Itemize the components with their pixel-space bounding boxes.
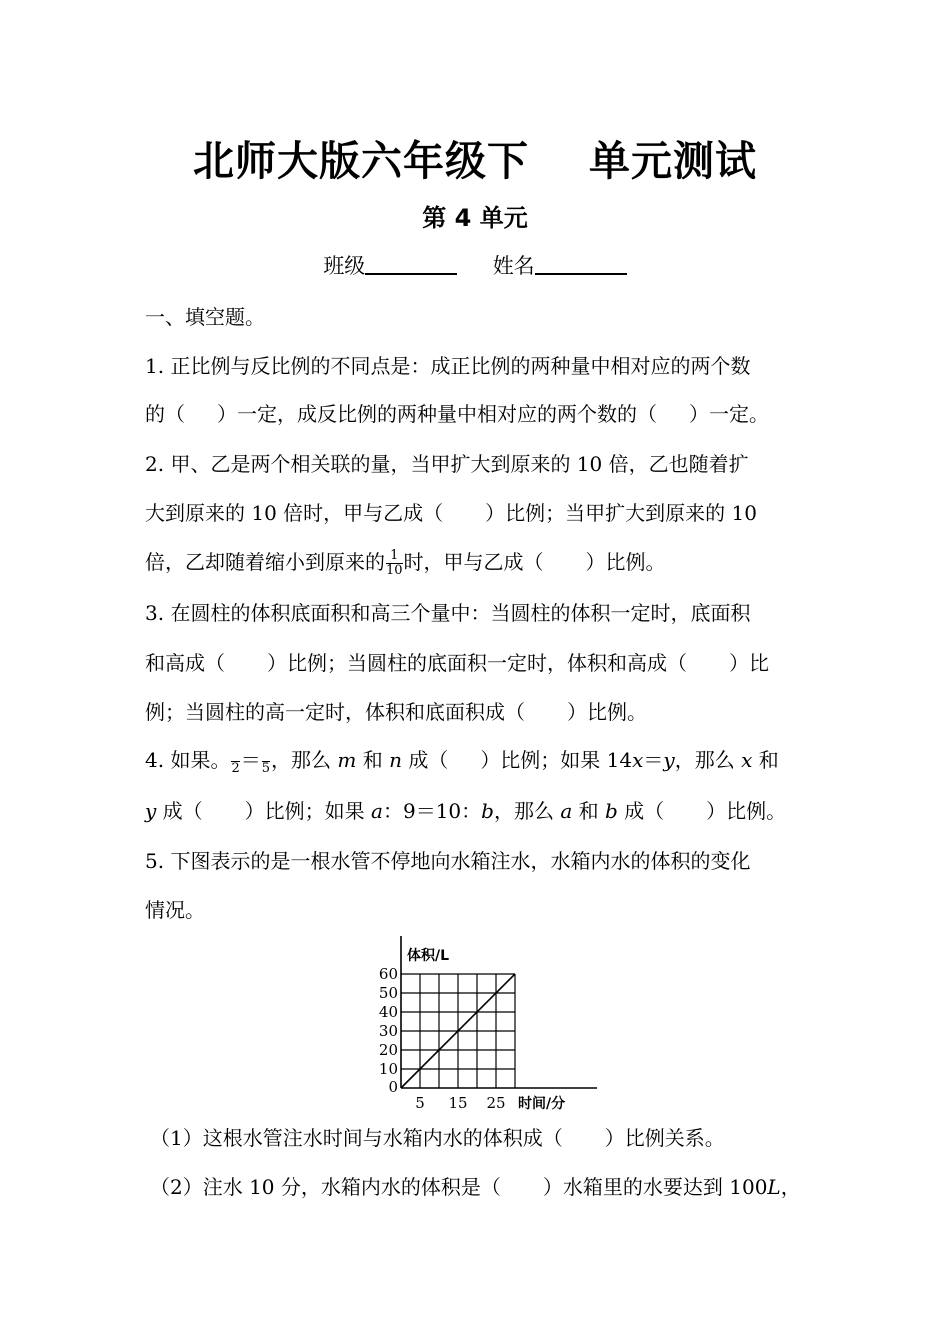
title-right: 单元测试	[589, 137, 757, 185]
title-left: 北师大版六年级下	[193, 137, 529, 185]
page-title	[0, 128, 950, 187]
q3-line1: 3. 在圆柱的体积底面积和高三个量中：当圆柱的体积一定时，底面积	[145, 601, 751, 625]
q5-line2: 情况。	[145, 898, 205, 922]
y-tick-label: 20	[378, 1041, 398, 1059]
q3-line3: 例；当圆柱的高一定时，体积和底面积成（ ）比例。	[145, 700, 647, 724]
q2-line3: 倍，乙却随着缩小到原来的 $\frac{1}{10}$ 时，甲与乙成（ ）比例。	[145, 548, 666, 578]
x-tick-label: 15	[448, 1094, 468, 1112]
section-heading: 一、填空题。	[145, 305, 265, 329]
q4-line2: y 成（ ）比例；如果 a：9＝10：b，那么 a 和 b 成（ ）比例。	[145, 799, 787, 823]
y-axis-label: 体积/L	[407, 948, 450, 964]
y-tick-label: 50	[378, 984, 398, 1002]
q5-sub2: （2）注水 10 分，水箱内水的体积是（ ）水箱里的水要达到 100L，	[150, 1175, 801, 1199]
q2-line2: 大到原来的 10 倍时，甲与乙成（ ）比例；当甲扩大到原来的 10	[145, 501, 757, 525]
y-tick-label: 30	[378, 1022, 398, 1040]
origin-label: 0	[388, 1078, 398, 1096]
y-tick-label: 60	[378, 965, 398, 983]
name-blank[interactable]	[535, 253, 627, 275]
q5-sub1: （1）这根水管注水时间与水箱内水的体积成（ ）比例关系。	[150, 1126, 725, 1150]
q2-line1: 2. 甲、乙是两个相关联的量，当甲扩大到原来的 10 倍，乙也随着扩	[145, 452, 749, 476]
x-tick-label: 5	[415, 1094, 425, 1112]
q1-line1: 1. 正比例与反比例的不同点是：成正比例的两种量中相对应的两个数	[145, 354, 751, 378]
q1-line2: 的（ ）一定，成反比例的两种量中相对应的两个数的（ ）一定。	[145, 402, 769, 426]
x-tick-label: 25	[486, 1094, 506, 1112]
x-axis-label: 时间/分	[518, 1096, 566, 1112]
class-blank[interactable]	[365, 253, 457, 275]
class-label: 班级	[323, 254, 366, 278]
fraction-over-2: 2	[231, 747, 239, 776]
fraction-over-5: 5	[262, 747, 270, 776]
name-label: 姓名	[492, 254, 535, 278]
q4-line1: 4. 如果。 2 ＝ 5 ，那么 m 和 n 成（ ）比例；如果 14x＝y，那么 x 和	[145, 748, 779, 776]
fraction-one-tenth: $\frac{1}{10}$	[386, 548, 403, 578]
q5-line1: 5. 下图表示的是一根水管不停地向水箱注水，水箱内水的体积的变化	[145, 849, 751, 873]
y-tick-label: 40	[378, 1003, 398, 1021]
volume-time-chart	[365, 932, 605, 1112]
class-name-line	[0, 250, 950, 280]
q3-line2: 和高成（ ）比例；当圆柱的底面积一定时，体积和高成（ ）比	[145, 651, 769, 675]
unit-subtitle: 第 4 单元	[422, 204, 528, 232]
y-tick-label: 10	[378, 1060, 398, 1078]
